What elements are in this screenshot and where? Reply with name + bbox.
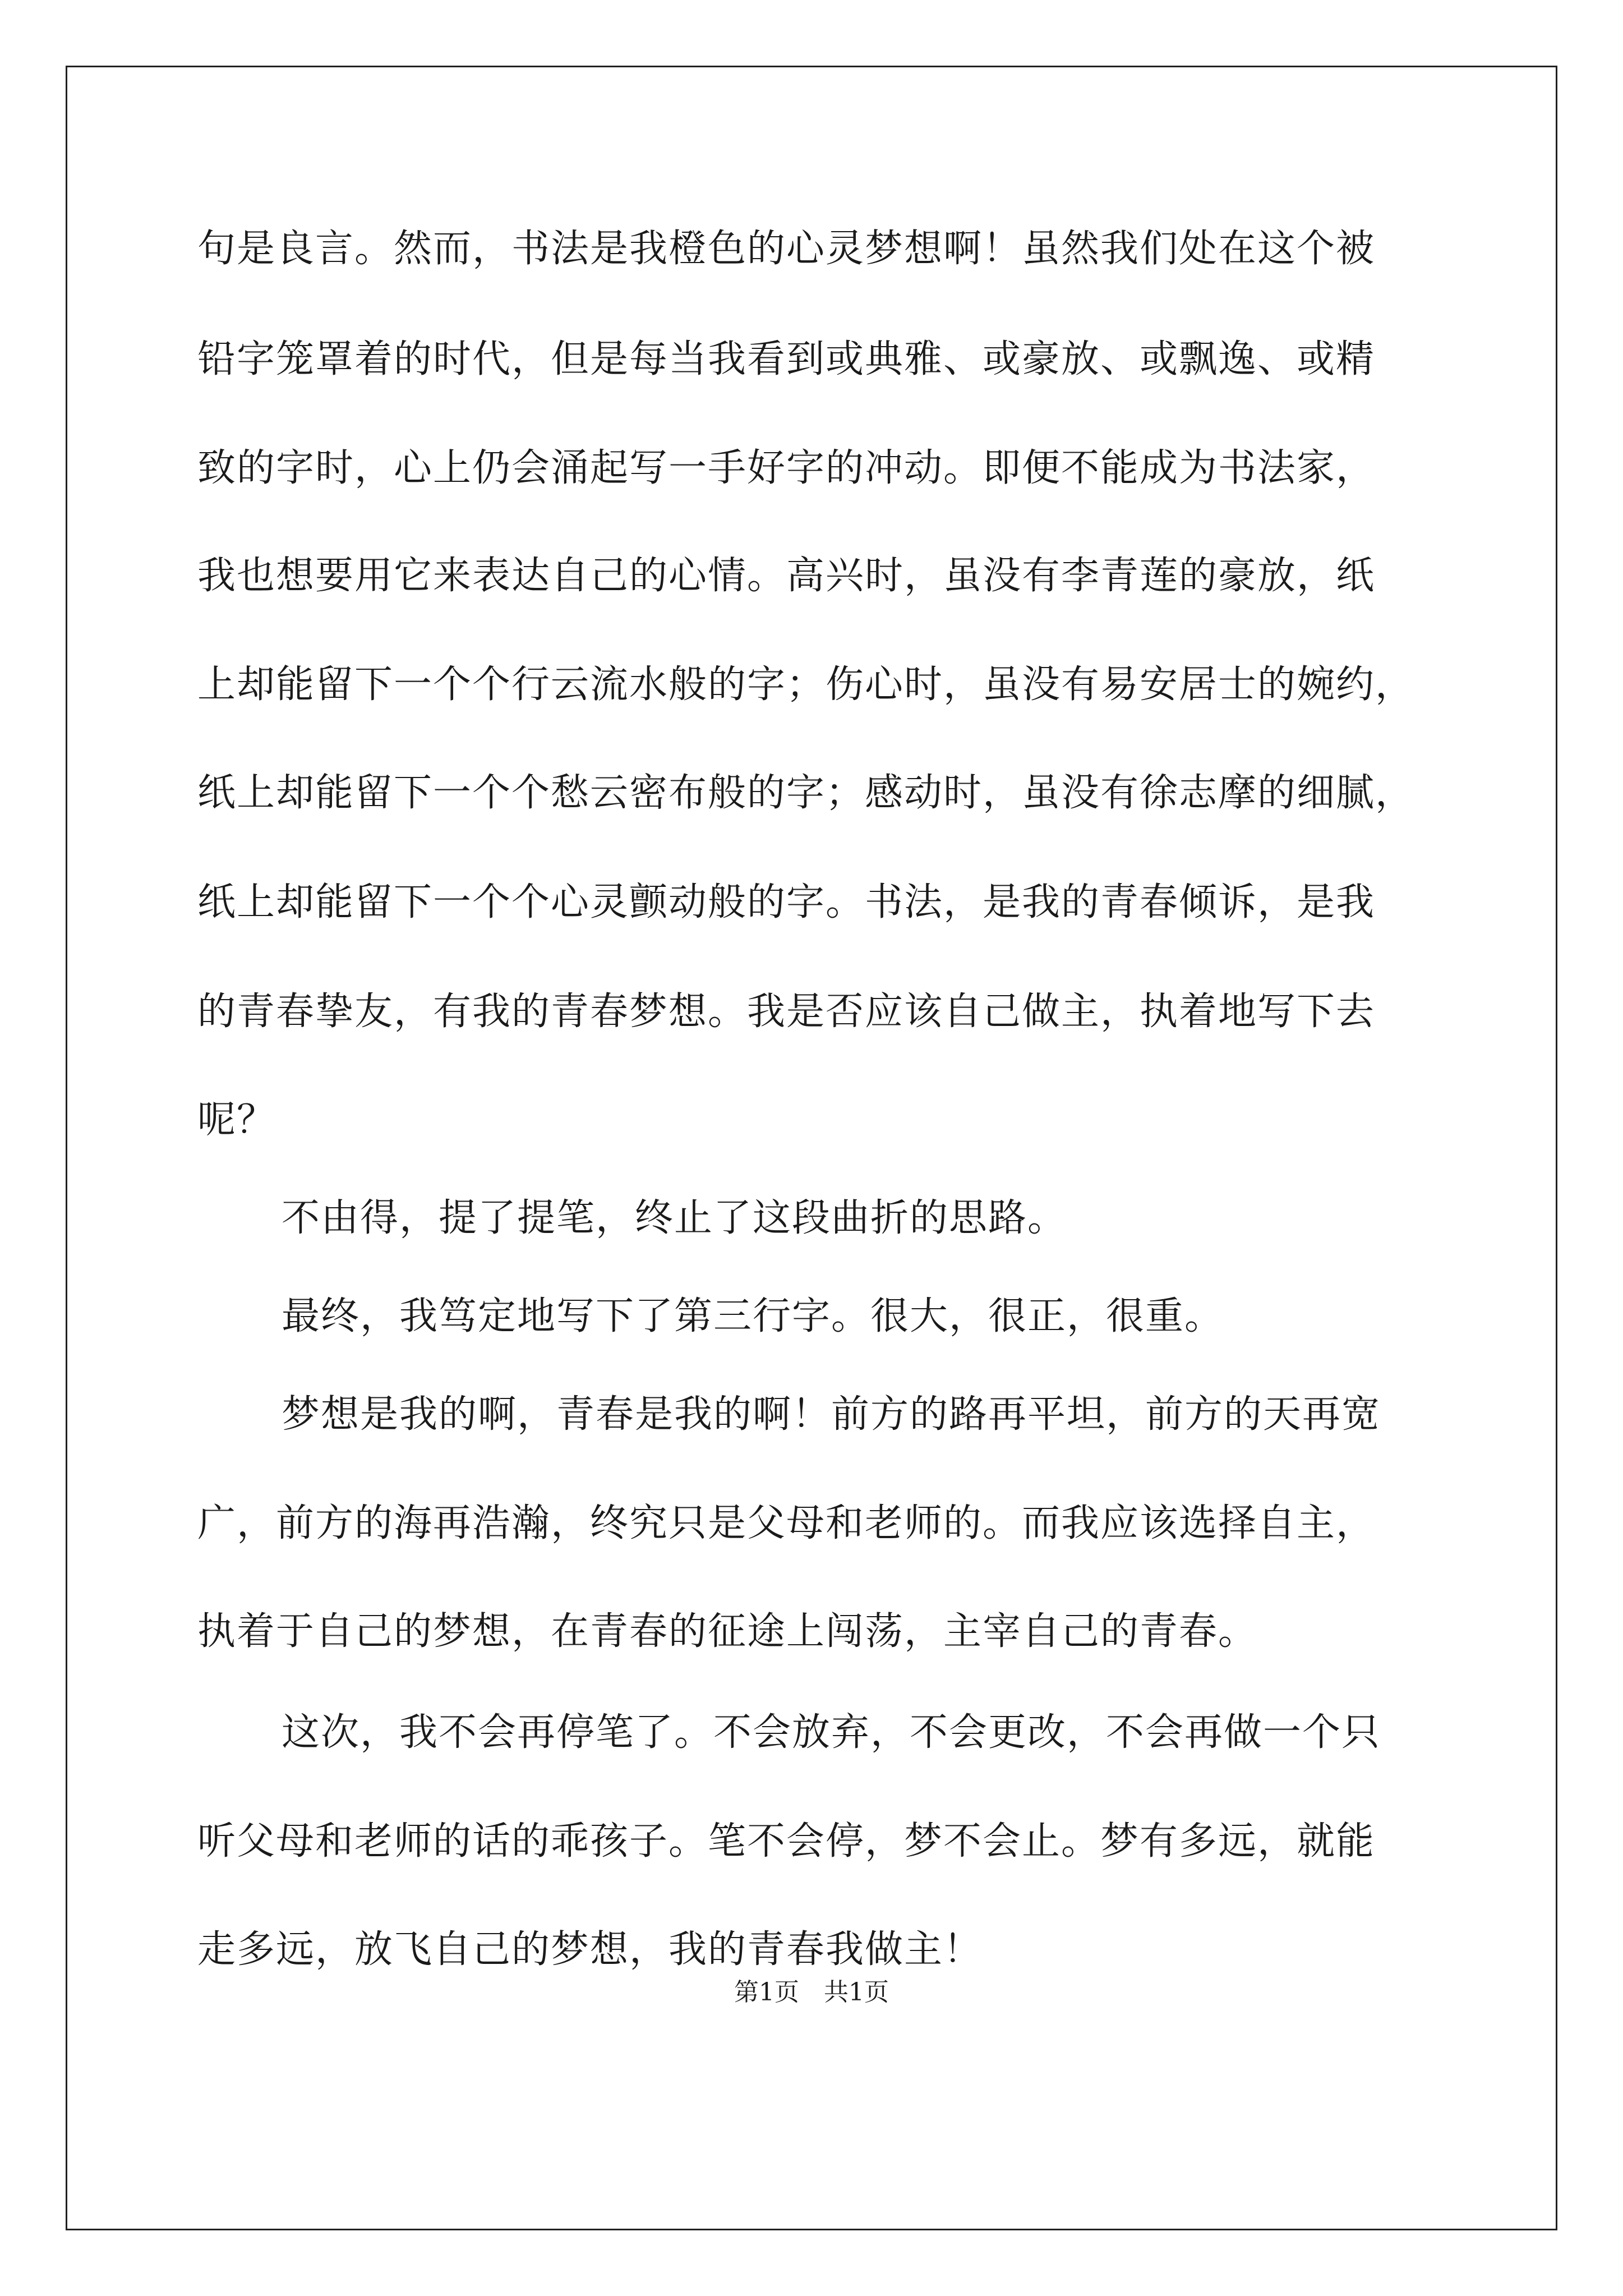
paragraph-first-line: 梦想是我的啊，青春是我的啊！前方的路再平坦，前方的天再宽 xyxy=(282,1392,1381,1437)
text-line: 执着于自己的梦想，在青春的征途上闯荡，主宰自己的青春。 xyxy=(197,1609,1258,1654)
text-line: 上却能留下一个个行云流水般的字；伤心时，虽没有易安居士的婉约， xyxy=(197,662,1415,707)
page-border xyxy=(66,66,1557,2230)
text-line: 走多远，放飞自己的梦想，我的青春我做主！ xyxy=(197,1927,983,1972)
text-line: 纸上却能留下一个个心灵颤动般的字。书法，是我的青春倾诉，是我 xyxy=(197,880,1376,924)
text-line: 呢？ xyxy=(197,1098,276,1142)
text-line: 纸上却能留下一个个愁云密布般的字；感动时，虽没有徐志摩的细腻， xyxy=(197,771,1415,815)
text-line: 我也想要用它来表达自己的心情。高兴时，虽没有李青莲的豪放，纸 xyxy=(197,554,1376,598)
paragraph-first-line: 这次，我不会再停笔了。不会放弃，不会更改，不会再做一个只 xyxy=(282,1710,1381,1755)
text-line: 铅字笼罩着的时代，但是每当我看到或典雅、或豪放、或飘逸、或精 xyxy=(197,337,1376,381)
text-line: 句是良言。然而，书法是我橙色的心灵梦想啊！虽然我们处在这个被 xyxy=(197,227,1376,271)
text-line: 听父母和老师的话的乖孩子。笔不会停，梦不会止。梦有多远，就能 xyxy=(197,1819,1376,1864)
text-line: 广，前方的海再浩瀚，终究只是父母和老师的。而我应该选择自主， xyxy=(197,1501,1376,1545)
paragraph-first-line: 最终，我笃定地写下了第三行字。很大，很正，很重。 xyxy=(282,1294,1224,1338)
page-footer: 第1页 共1页 xyxy=(734,1978,889,2007)
paragraph-first-line: 不由得，提了提笔，终止了这段曲折的思路。 xyxy=(282,1196,1067,1240)
text-line: 致的字时，心上仍会涌起写一手好字的冲动。即便不能成为书法家， xyxy=(197,446,1376,490)
text-line: 的青春挚友，有我的青春梦想。我是否应该自己做主，执着地写下去 xyxy=(197,990,1376,1034)
